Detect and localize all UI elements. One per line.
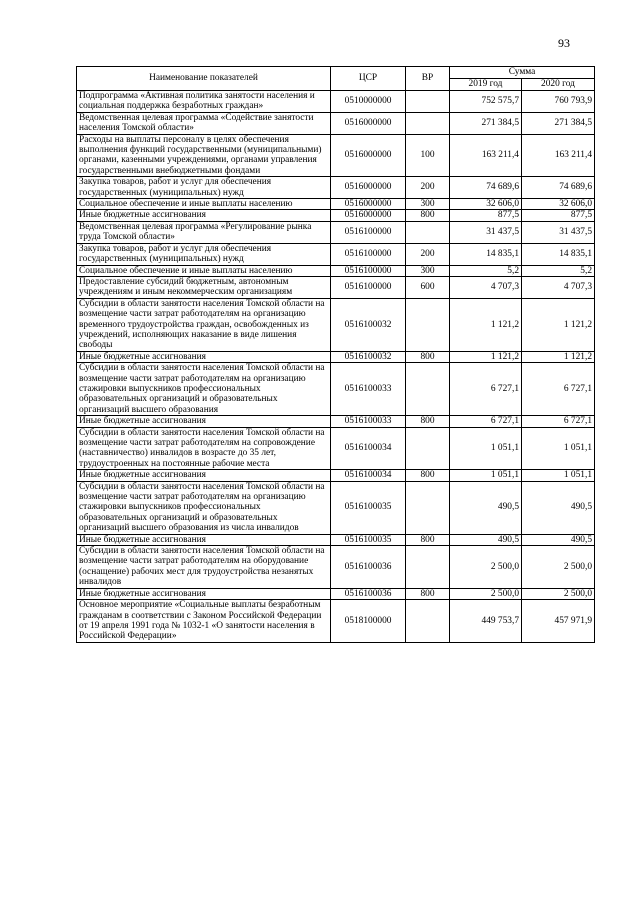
table-row	[77, 276, 595, 298]
row-csr: 0516100033	[331, 416, 406, 427]
row-csr: 0516100035	[331, 534, 406, 545]
row-vr: 300	[406, 199, 450, 210]
table-row	[77, 351, 595, 362]
row-name: Иные бюджетные ассигнования	[77, 210, 331, 221]
row-name: Субсидии в области занятости населения Томской области на возмещение части затрат работодателям на организацию стажировки выпускников профессиональных образовательных организаций и образовательных организаций высшего образования из числа инвалидов	[77, 481, 331, 534]
row-vr	[406, 546, 450, 589]
table-row	[77, 363, 595, 416]
table-row	[77, 112, 595, 134]
row-sum-2019: 1 121,2	[450, 351, 522, 362]
table-row	[77, 221, 595, 243]
row-sum-2020: 1 121,2	[522, 298, 595, 351]
row-sum-2019: 877,5	[450, 210, 522, 221]
header-csr: ЦСР	[331, 67, 406, 91]
row-vr	[406, 221, 450, 243]
row-sum-2019: 14 835,1	[450, 243, 522, 265]
row-sum-2020: 14 835,1	[522, 243, 595, 265]
row-csr: 0516100000	[331, 221, 406, 243]
row-name: Ведомственная целевая программа «Регулирование рынка труда Томской области»	[77, 221, 331, 243]
row-csr: 0516100034	[331, 427, 406, 470]
row-csr: 0518100000	[331, 600, 406, 643]
budget-table	[76, 66, 595, 643]
row-csr: 0516000000	[331, 177, 406, 199]
row-sum-2019: 31 437,5	[450, 221, 522, 243]
row-sum-2019: 1 051,1	[450, 427, 522, 470]
row-name: Иные бюджетные ассигнования	[77, 470, 331, 481]
row-sum-2019: 490,5	[450, 534, 522, 545]
row-sum-2020: 1 121,2	[522, 351, 595, 362]
row-csr: 0516100032	[331, 351, 406, 362]
row-sum-2019: 1 051,1	[450, 470, 522, 481]
row-name: Иные бюджетные ассигнования	[77, 416, 331, 427]
row-vr: 200	[406, 243, 450, 265]
row-name: Субсидии в области занятости населения Томской области на возмещение части затрат работодателям на организацию стажировки выпускников профессиональных образовательных организаций и образовательных организаций высшего образования	[77, 363, 331, 416]
row-sum-2020: 4 707,3	[522, 276, 595, 298]
row-sum-2019: 6 727,1	[450, 416, 522, 427]
row-sum-2019: 32 606,0	[450, 199, 522, 210]
row-csr: 0516100000	[331, 276, 406, 298]
row-sum-2019: 1 121,2	[450, 298, 522, 351]
row-name: Расходы на выплаты персоналу в целях обеспечения выполнения функций государственными (муниципальными) органами, казенными учреждениями, органами управления государственными внебюджетными фондами	[77, 134, 331, 177]
row-csr: 0516000000	[331, 134, 406, 177]
table-row	[77, 546, 595, 589]
table-row	[77, 298, 595, 351]
row-vr: 100	[406, 134, 450, 177]
row-csr: 0516100034	[331, 470, 406, 481]
row-name: Подпрограмма «Активная политика занятости населения и социальная поддержка безработных граждан»	[77, 91, 331, 113]
row-csr: 0516100000	[331, 243, 406, 265]
row-csr: 0516100033	[331, 363, 406, 416]
row-vr	[406, 481, 450, 534]
table-row	[77, 470, 595, 481]
row-name: Субсидии в области занятости населения Томской области на возмещение части затрат работодателям на организацию временного трудоустройства граждан, освобожденных из учреждений, исполняющих наказание в виде лишения свободы	[77, 298, 331, 351]
row-sum-2020: 760 793,9	[522, 91, 595, 113]
row-sum-2020: 2 500,0	[522, 546, 595, 589]
row-sum-2020: 490,5	[522, 481, 595, 534]
row-csr: 0516000000	[331, 112, 406, 134]
row-vr: 800	[406, 470, 450, 481]
row-name: Закупка товаров, работ и услуг для обеспечения государственных (муниципальных) нужд	[77, 177, 331, 199]
row-sum-2020: 2 500,0	[522, 588, 595, 599]
row-sum-2020: 1 051,1	[522, 470, 595, 481]
row-name: Ведомственная целевая программа «Содействие занятости населения Томской области»	[77, 112, 331, 134]
row-sum-2020: 1 051,1	[522, 427, 595, 470]
table-row	[77, 199, 595, 210]
row-sum-2019: 2 500,0	[450, 588, 522, 599]
row-name: Социальное обеспечение и иные выплаты населению	[77, 199, 331, 210]
row-csr: 0516100035	[331, 481, 406, 534]
row-sum-2020: 271 384,5	[522, 112, 595, 134]
row-sum-2020: 74 689,6	[522, 177, 595, 199]
table-row	[77, 265, 595, 276]
row-vr: 600	[406, 276, 450, 298]
row-sum-2019: 163 211,4	[450, 134, 522, 177]
row-vr: 800	[406, 588, 450, 599]
row-vr: 800	[406, 534, 450, 545]
row-vr	[406, 600, 450, 643]
row-name: Иные бюджетные ассигнования	[77, 351, 331, 362]
row-name: Субсидии в области занятости населения Томской области на возмещение части затрат работодателям на сопровождение (наставничество) инвалидов в возрасте до 35 лет, трудоустроенных на постоянные рабочие места	[77, 427, 331, 470]
table-row	[77, 91, 595, 113]
row-vr	[406, 91, 450, 113]
table-row	[77, 210, 595, 221]
table-row	[77, 534, 595, 545]
header-vr: ВР	[406, 67, 450, 91]
row-vr: 800	[406, 210, 450, 221]
row-csr: 0516100032	[331, 298, 406, 351]
row-csr: 0516100000	[331, 265, 406, 276]
row-sum-2020: 163 211,4	[522, 134, 595, 177]
row-sum-2019: 2 500,0	[450, 546, 522, 589]
row-sum-2020: 490,5	[522, 534, 595, 545]
row-sum-2019: 490,5	[450, 481, 522, 534]
header-sum: Сумма	[450, 67, 595, 79]
row-sum-2020: 6 727,1	[522, 416, 595, 427]
row-vr: 800	[406, 351, 450, 362]
row-name: Иные бюджетные ассигнования	[77, 534, 331, 545]
row-sum-2020: 5,2	[522, 265, 595, 276]
row-sum-2020: 31 437,5	[522, 221, 595, 243]
header-year-2020: 2020 год	[522, 79, 595, 91]
row-csr: 0510000000	[331, 91, 406, 113]
header-name: Наименование показателей	[77, 67, 331, 91]
row-csr: 0516100036	[331, 588, 406, 599]
row-name: Иные бюджетные ассигнования	[77, 588, 331, 599]
row-vr: 200	[406, 177, 450, 199]
row-vr	[406, 112, 450, 134]
row-vr: 800	[406, 416, 450, 427]
row-name: Субсидии в области занятости населения Томской области на возмещение части затрат работодателям на оборудование (оснащение) рабочих мест для трудоустройства незанятых инвалидов	[77, 546, 331, 589]
table-row	[77, 588, 595, 599]
row-sum-2019: 4 707,3	[450, 276, 522, 298]
row-sum-2019: 6 727,1	[450, 363, 522, 416]
row-name: Основное мероприятие «Социальные выплаты безработным гражданам в соответствии с Законом Российской Федерации от 19 апреля 1991 года № 1032-1 «О занятости населения в Российской Федерации»	[77, 600, 331, 643]
row-sum-2019: 271 384,5	[450, 112, 522, 134]
table-row	[77, 243, 595, 265]
row-vr: 300	[406, 265, 450, 276]
row-csr: 0516000000	[331, 199, 406, 210]
row-name: Предоставление субсидий бюджетным, автономным учреждениям и иным некоммерческим организациям	[77, 276, 331, 298]
row-name: Закупка товаров, работ и услуг для обеспечения государственных (муниципальных) нужд	[77, 243, 331, 265]
row-sum-2019: 752 575,7	[450, 91, 522, 113]
row-sum-2020: 32 606,0	[522, 199, 595, 210]
row-sum-2020: 457 971,9	[522, 600, 595, 643]
page-number: 93	[558, 36, 570, 50]
row-sum-2020: 877,5	[522, 210, 595, 221]
table-row	[77, 481, 595, 534]
row-csr: 0516100036	[331, 546, 406, 589]
row-sum-2019: 449 753,7	[450, 600, 522, 643]
table-row	[77, 600, 595, 643]
row-vr	[406, 427, 450, 470]
row-vr	[406, 298, 450, 351]
table-row	[77, 177, 595, 199]
table-row	[77, 416, 595, 427]
table-row	[77, 427, 595, 470]
row-csr: 0516000000	[331, 210, 406, 221]
row-sum-2019: 5,2	[450, 265, 522, 276]
row-name: Социальное обеспечение и иные выплаты населению	[77, 265, 331, 276]
row-sum-2019: 74 689,6	[450, 177, 522, 199]
header-year-2019: 2019 год	[450, 79, 522, 91]
row-sum-2020: 6 727,1	[522, 363, 595, 416]
table-row	[77, 134, 595, 177]
row-vr	[406, 363, 450, 416]
